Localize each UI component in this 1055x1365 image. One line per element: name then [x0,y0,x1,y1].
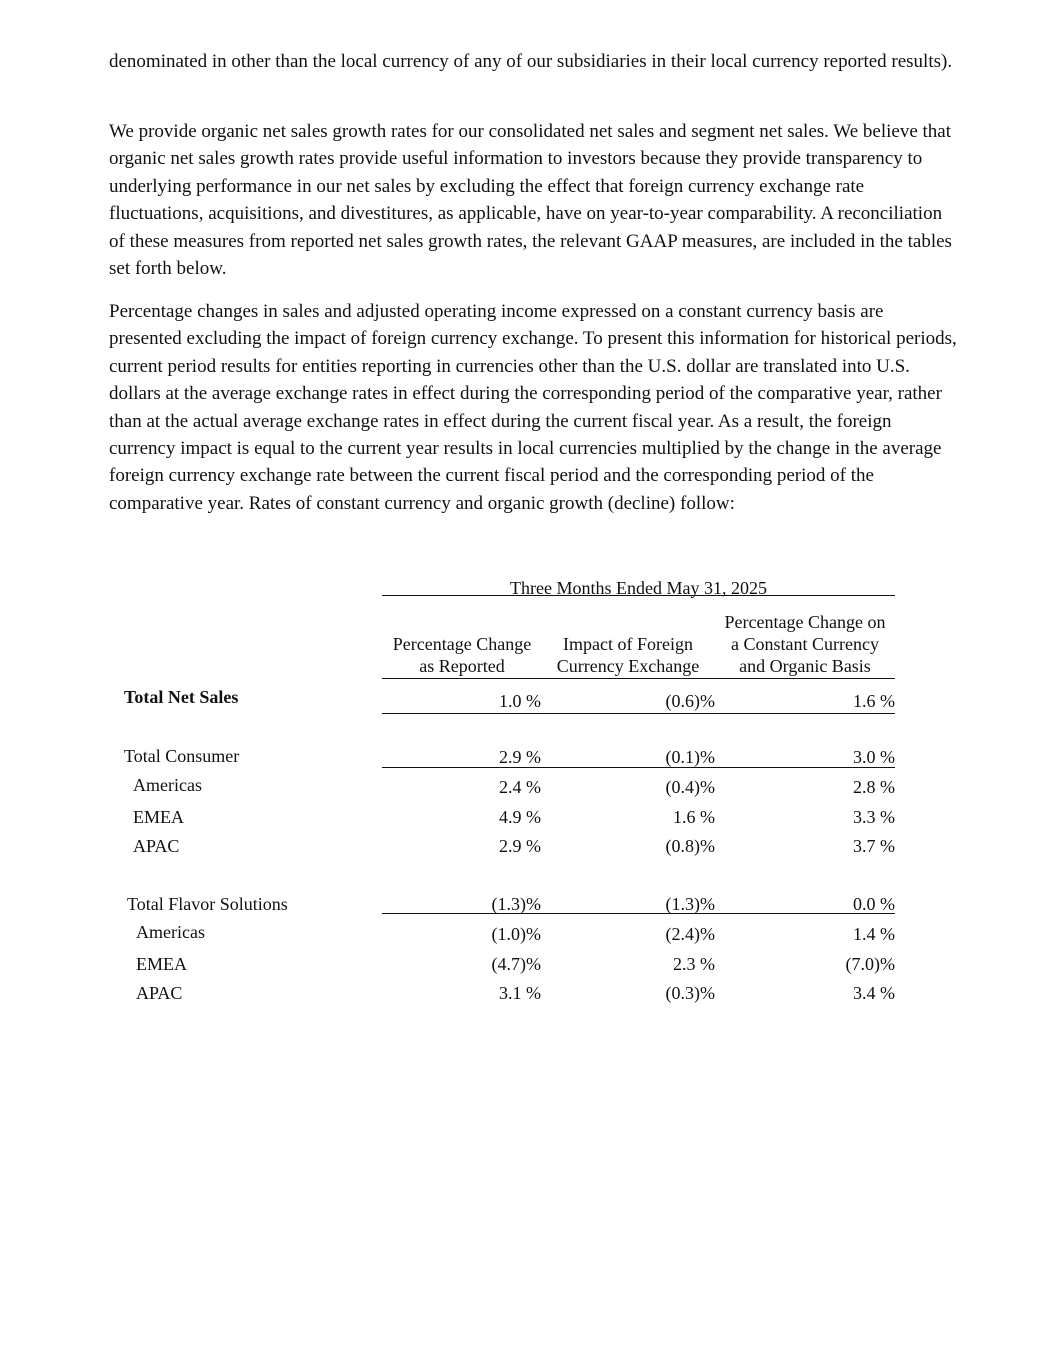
total-flavor-rule [382,913,895,914]
cell-value: 1.4 % [853,924,895,944]
cell-value: (0.6)% [665,691,715,711]
row-label-consumer-emea: EMEA [133,807,184,827]
cell-value: (4.7)% [491,954,541,974]
cell-value: 2.9 % [499,836,541,856]
cell-value: 3.7 % [853,836,895,856]
period-title-rule [382,595,895,596]
cell-value: (7.0)% [845,954,895,974]
paragraph-2: We provide organic net sales growth rates for our consolidated net sales and segment net sales. We believe that organic net sales growth rates provide useful information to investors because they provide transparency to underlying performance in our net sales by excluding the effect that foreign currency exchange rate fluctuations, acquisitions, and divestitures, as applicable, have on year-to-year comparability. A reconciliation of these measures from reported net sales growth rates, the relevant GAAP measures, are included in the tables set forth below. [109,121,952,280]
column-header-constant-currency: Percentage Change on a Constant Currency and Organic Basis [724,612,886,676]
paragraph-3: Percentage changes in sales and adjusted operating income expressed on a constant currency basis are presented excluding the impact of foreign currency exchange. To present this information for historical periods, current period results for entities reporting in currencies other than the U.S. dollar are translated into U.S. dollars at the average exchange rates in effect during the corresponding period of the comparative year, rather than at the actual average exchange rates in effect during the current fiscal year. As a result, the foreign currency impact is equal to the current year results in local currencies multiplied by the change in the average foreign currency exchange rate between the current fiscal period and the corresponding period of the comparative year. Rates of constant currency and organic growth (decline) follow: [109,301,957,514]
cell-value: 2.4 % [499,777,541,797]
cell-value: 4.9 % [499,807,541,827]
cell-value: (0.8)% [665,836,715,856]
cell-value: (1.0)% [491,924,541,944]
cell-value: 1.6 % [853,691,895,711]
cell-value: 1.0 % [499,691,541,711]
row-label-flavor-emea: EMEA [136,954,187,974]
cell-value: 3.0 % [853,747,895,767]
row-label-flavor-americas: Americas [136,922,205,942]
table-period-title: Three Months Ended May 31, 2025 [510,578,767,598]
cell-value: 3.1 % [499,983,541,1003]
row-label-total-net-sales: Total Net Sales [124,687,239,707]
cell-value: 3.3 % [853,807,895,827]
cell-value: 3.4 % [853,983,895,1003]
cell-value: (2.4)% [665,924,715,944]
column-header-fx-impact: Impact of Foreign Currency Exchange [556,634,700,676]
cell-value: (0.4)% [665,777,715,797]
header-rule [382,678,895,679]
cell-value: 1.6 % [673,807,715,827]
paragraph-1: denominated in other than the local currency of any of our subsidiaries in their local currency reported results). [109,51,953,72]
cell-value: 0.0 % [853,894,895,914]
total-net-sales-rule [382,713,895,714]
cell-value: (0.3)% [665,983,715,1003]
row-label-flavor-apac: APAC [136,983,183,1003]
cell-value: (0.1)% [665,747,715,767]
row-label-consumer-americas: Americas [133,775,202,795]
total-consumer-rule [382,767,895,768]
row-label-consumer-apac: APAC [133,836,180,856]
row-label-total-consumer: Total Consumer [124,746,240,766]
cell-value: (1.3)% [665,894,715,914]
cell-value: 2.3 % [673,954,715,974]
column-header-reported: Percentage Change as Reported [392,634,532,676]
cell-value: 2.8 % [853,777,895,797]
cell-value: 2.9 % [499,747,541,767]
row-label-total-flavor-solutions: Total Flavor Solutions [127,894,288,914]
cell-value: (1.3)% [491,894,541,914]
